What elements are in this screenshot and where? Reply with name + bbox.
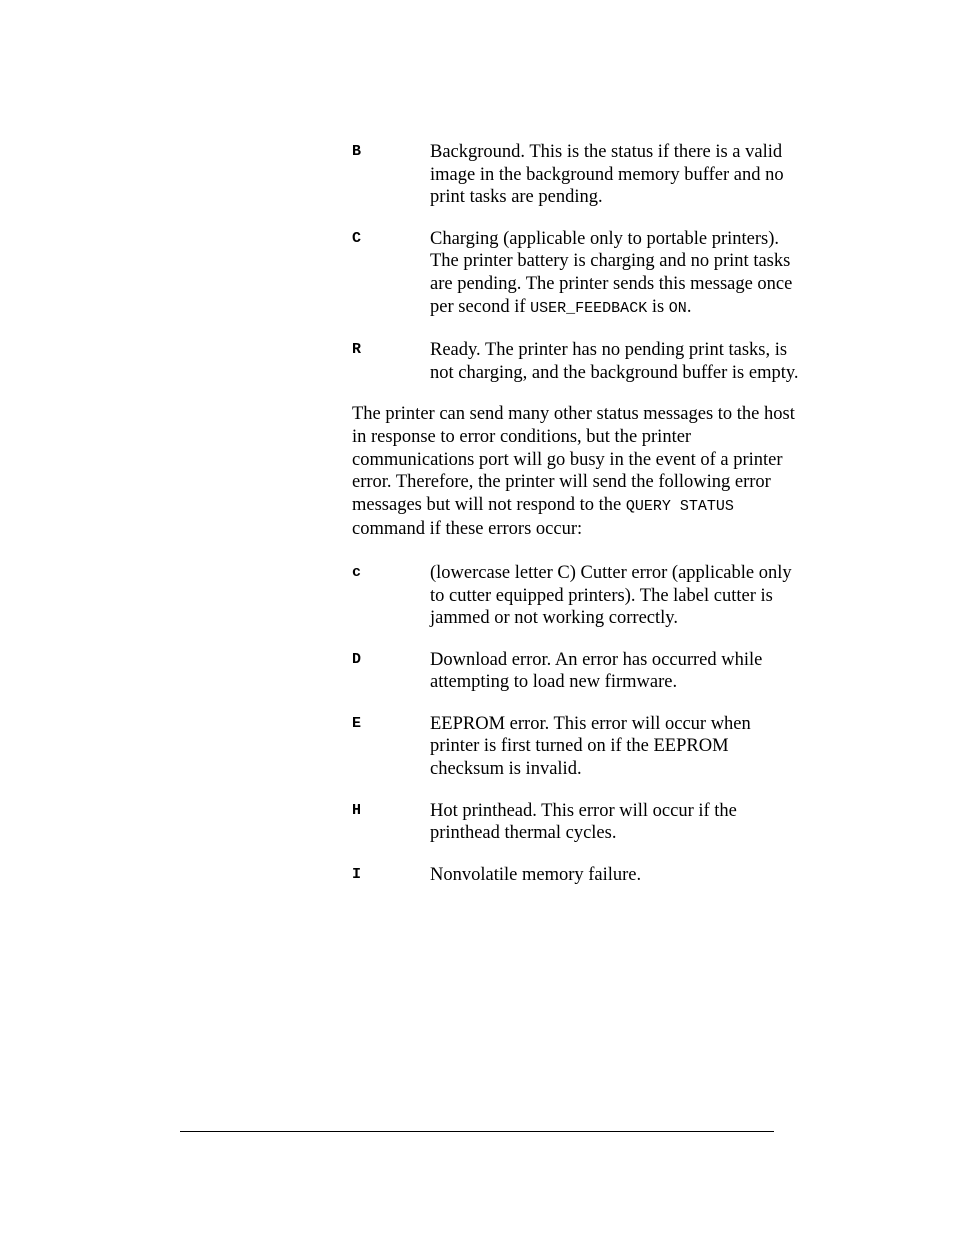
paragraph-text: The printer can send many other status messages to the host in response to error conditions, but the printer communications port will go busy in the event of a printer error. Therefore, the printer will send the following error messages but will not respond to the: [352, 404, 795, 515]
status-code: C: [352, 229, 362, 247]
status-description: [430, 228, 802, 320]
setting-value: ON: [668, 299, 687, 317]
status-code: R: [352, 341, 362, 359]
status-description: Background. This is the status if there is a valid image in the background memory buffer and no print tasks are pending.: [430, 142, 784, 208]
error-code: E: [352, 714, 362, 732]
error-code: D: [352, 650, 362, 668]
command-name: QUERY STATUS: [625, 497, 734, 515]
error-description: Hot printhead. This error will occur if the printhead thermal cycles.: [430, 800, 737, 844]
status-code-list: [352, 141, 802, 384]
error-description: EEPROM error. This error will occur when printer is first turned on if the EEPROM checksum is invalid.: [430, 713, 751, 780]
status-item-b: [352, 141, 802, 209]
error-code: H: [352, 801, 362, 819]
status-code: B: [352, 143, 362, 160]
error-item-c: [352, 562, 802, 630]
error-item-h: [352, 800, 802, 845]
error-code: c: [352, 563, 362, 581]
error-code-list: [352, 562, 802, 887]
setting-name: USER_FEEDBACK: [530, 299, 648, 317]
error-description: (lowercase letter C) Cutter error (applicable only to cutter equipped printers). The label cutter is jammed or not working correctly.: [430, 562, 792, 629]
desc-text: is: [647, 296, 669, 317]
footer-rule: [180, 1131, 774, 1132]
error-item-i: [352, 864, 802, 887]
desc-text: .: [686, 296, 692, 317]
paragraph-text: command if these errors occur:: [352, 519, 583, 540]
error-item-d: [352, 649, 802, 694]
error-item-e: [352, 713, 802, 781]
error-intro-paragraph: [352, 403, 802, 541]
error-description: Nonvolatile memory failure.: [430, 864, 642, 885]
status-item-r: [352, 339, 802, 384]
status-item-c: [352, 228, 802, 320]
desc-text: Charging (applicable only to portable printers). The printer battery is charging and no print tasks are pending. The printer sends this message once per second if: [430, 228, 793, 317]
error-code: I: [352, 865, 362, 883]
status-description: Ready. The printer has no pending print tasks, is not charging, and the background buffer is empty.: [430, 340, 799, 383]
content-column: [352, 141, 802, 905]
error-description: Download error. An error has occurred while attempting to load new firmware.: [430, 649, 763, 693]
